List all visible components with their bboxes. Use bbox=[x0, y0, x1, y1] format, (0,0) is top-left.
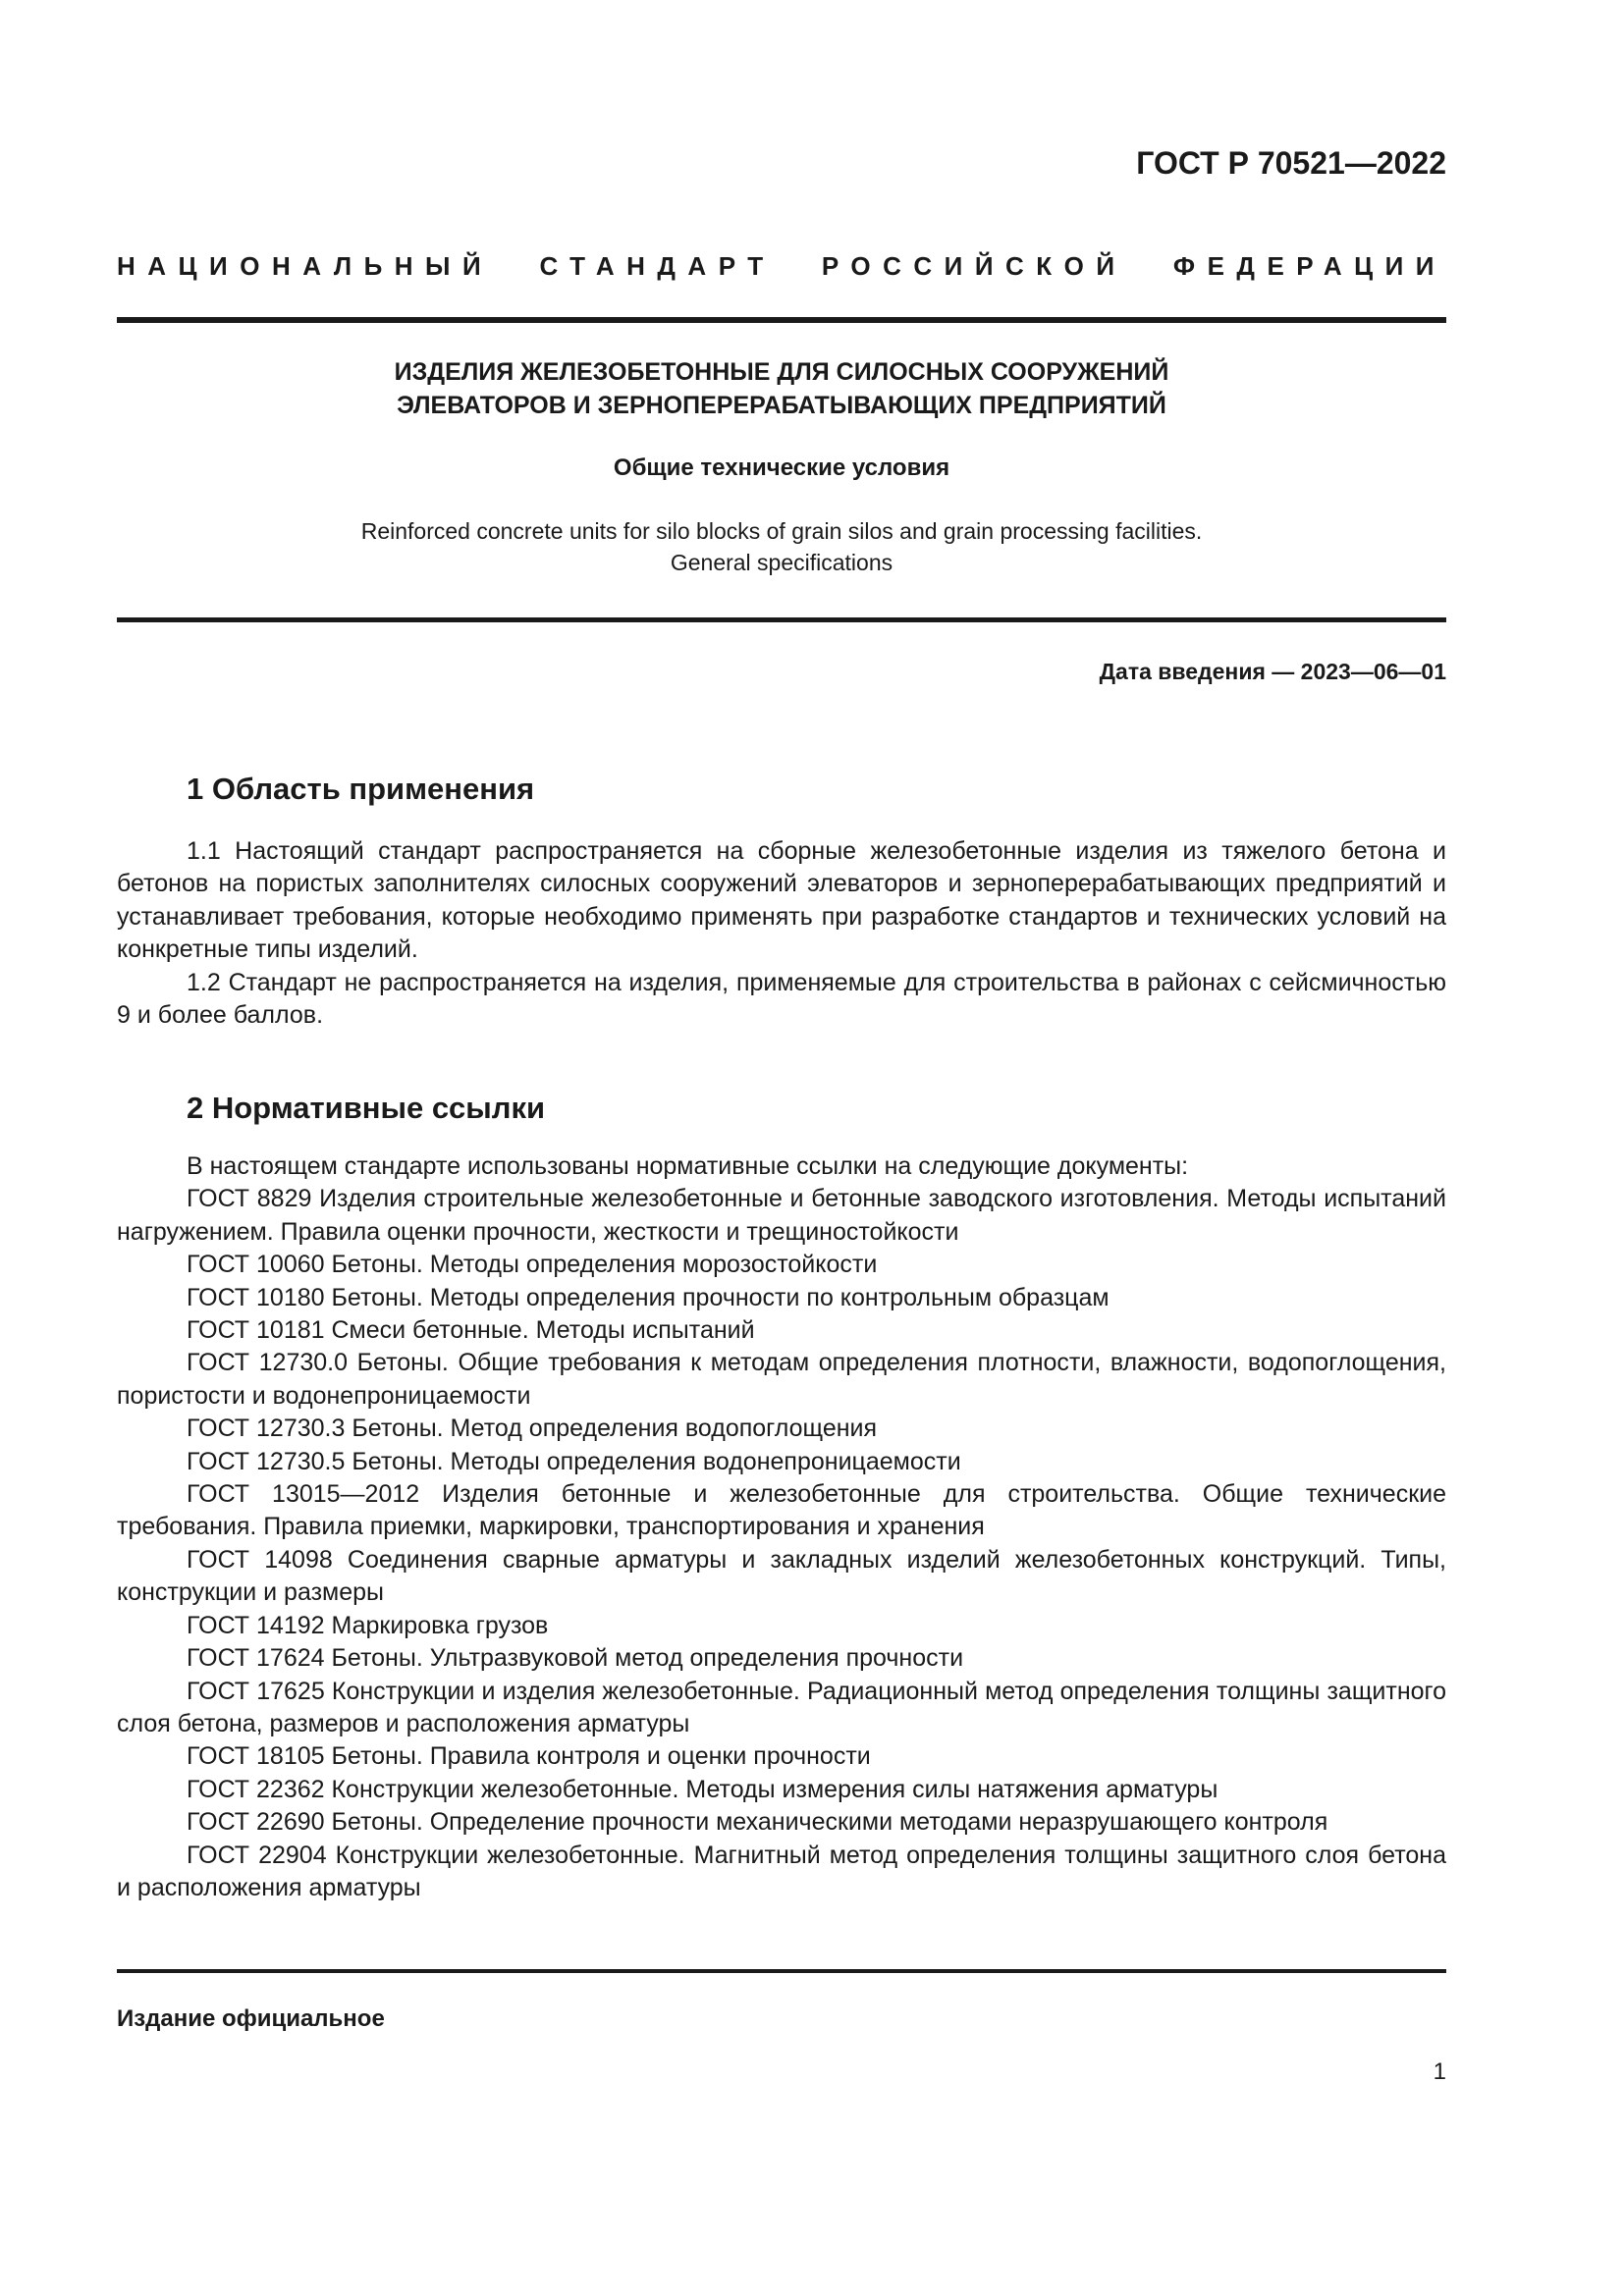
reference-item: ГОСТ 14098 Соединения сварные арматуры и закладных изделий железобетонных конструкций. Типы, конструкции и размеры bbox=[117, 1545, 1446, 1607]
reference-item: ГОСТ 22362 Конструкции железобетонные. Методы измерения силы натяжения арматуры bbox=[187, 1775, 1218, 1803]
national-standard-banner: НАЦИОНАЛЬНЫЙ СТАНДАРТ РОССИЙСКОЙ ФЕДЕРАЦИИ bbox=[117, 251, 1446, 281]
section-1-body bbox=[117, 835, 1446, 1032]
reference-item: ГОСТ 12730.5 Бетоны. Методы определения водонепроницаемости bbox=[187, 1447, 961, 1475]
reference-item: ГОСТ 10060 Бетоны. Методы определения морозостойкости bbox=[187, 1251, 878, 1279]
english-title-line-1: Reinforced concrete units for silo blocks of grain silos and grain processing facilities. bbox=[360, 518, 1203, 544]
reference-item: ГОСТ 12730.3 Бетоны. Метод определения водопоглощения bbox=[187, 1415, 878, 1443]
date-introduced: Дата введения — 2023—06—01 bbox=[1099, 659, 1446, 684]
reference-item: ГОСТ 13015—2012 Изделия бетонные и железобетонные для строительства. Общие технические требования. Правила приемки, маркировки, транспортирования и хранения bbox=[117, 1480, 1446, 1541]
english-title-line-2: General specifications bbox=[670, 550, 893, 575]
title-divider bbox=[117, 617, 1446, 622]
section-2-body bbox=[117, 1150, 1446, 1904]
footer-divider bbox=[117, 1969, 1446, 1973]
reference-item: ГОСТ 22690 Бетоны. Определение прочности механическими методами неразрушающего контроля bbox=[187, 1808, 1328, 1837]
top-divider bbox=[117, 317, 1446, 323]
gost-number: ГОСТ Р 70521—2022 bbox=[1136, 145, 1446, 181]
reference-item: ГОСТ 17624 Бетоны. Ультразвуковой метод определения прочности bbox=[187, 1644, 964, 1673]
reference-item: ГОСТ 10181 Смеси бетонные. Методы испытаний bbox=[187, 1316, 755, 1345]
reference-item: ГОСТ 10180 Бетоны. Методы определения прочности по контрольным образцам bbox=[187, 1283, 1110, 1311]
document-subtitle: Общие технические условия bbox=[613, 454, 950, 481]
title-line-1: ИЗДЕЛИЯ ЖЕЛЕЗОБЕТОННЫЕ ДЛЯ СИЛОСНЫХ СООРУЖЕНИЙ bbox=[394, 358, 1169, 386]
paragraph: 1.1 Настоящий стандарт распространяется на сборные железобетонные изделия из тяжелого бетона и бетонов на пористых заполнителях силосных сооружений элеваторов и зерноперерабатывающих предприятий и устанавливает требования, которые необходимо применять при разработке стандартов и технических условий на конкретные типы изделий. bbox=[117, 837, 1446, 964]
document-title bbox=[117, 355, 1446, 422]
reference-item: ГОСТ 12730.0 Бетоны. Общие требования к методам определения плотности, влажности, водопоглощения, пористости и водонепроницаемости bbox=[117, 1349, 1446, 1410]
title-line-2: ЭЛЕВАТОРОВ И ЗЕРНОПЕРЕРАБАТЫВАЮЩИХ ПРЕДПРИЯТИЙ bbox=[397, 392, 1166, 419]
english-title bbox=[117, 515, 1446, 578]
paragraph: 1.2 Стандарт не распространяется на изделия, применяемые для строительства в районах с сейсмичностью 9 и более баллов. bbox=[117, 968, 1446, 1030]
reference-item: ГОСТ 8829 Изделия строительные железобетонные и бетонные заводского изготовления. Методы испытаний нагружением. Правила оценки прочности, жесткости и трещиностойкости bbox=[117, 1185, 1446, 1246]
page-number: 1 bbox=[1433, 2058, 1446, 2085]
section-2-heading: 2 Нормативные ссылки bbox=[187, 1091, 546, 1125]
section-1-heading: 1 Область применения bbox=[187, 772, 535, 806]
reference-intro: В настоящем стандарте использованы нормативные ссылки на следующие документы: bbox=[187, 1152, 1189, 1180]
reference-item: ГОСТ 18105 Бетоны. Правила контроля и оценки прочности bbox=[187, 1742, 871, 1771]
reference-item: ГОСТ 22904 Конструкции железобетонные. Магнитный метод определения толщины защитного слоя бетона и расположения арматуры bbox=[117, 1841, 1446, 1901]
reference-item: ГОСТ 14192 Маркировка грузов bbox=[187, 1611, 549, 1639]
reference-item: ГОСТ 17625 Конструкции и изделия железобетонные. Радиационный метод определения толщины защитного слоя бетона, размеров и расположения арматуры bbox=[117, 1677, 1446, 1737]
edition-label: Издание официальное bbox=[117, 2005, 385, 2032]
